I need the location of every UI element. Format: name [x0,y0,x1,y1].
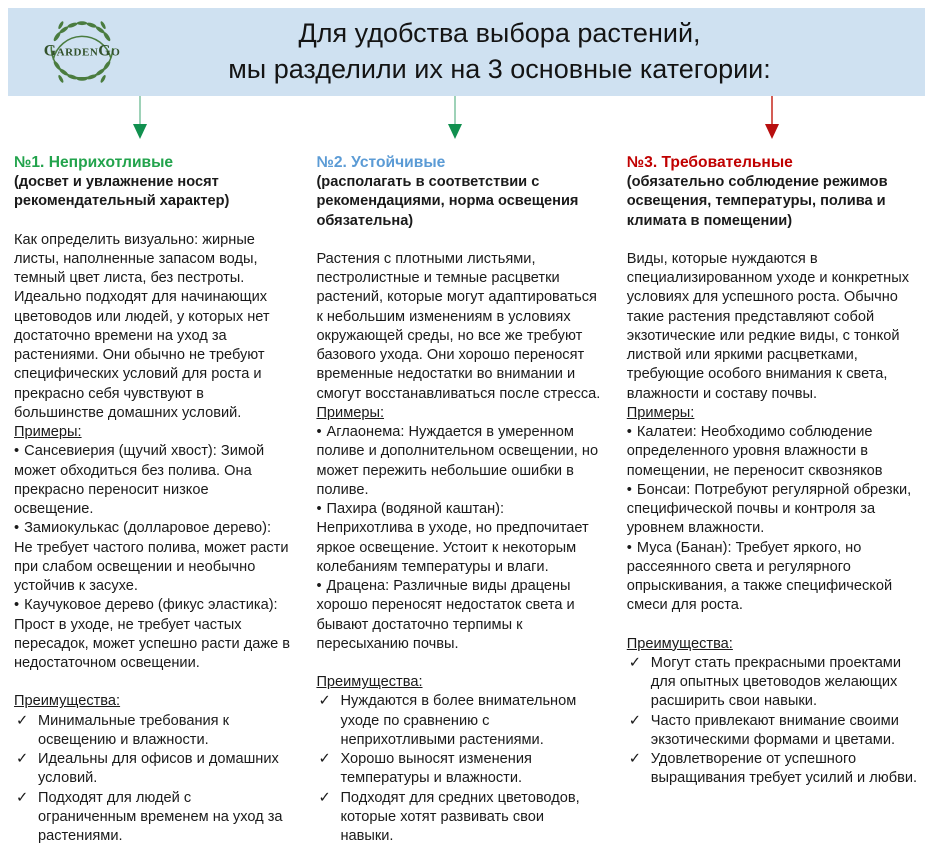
example-item [14,442,290,519]
example-item [627,539,921,616]
example-item [316,423,600,500]
example-item [14,519,290,596]
header-band [8,8,925,96]
category-column-2 [316,152,600,846]
column-3-examples-label: Примеры: [626,404,695,421]
example-text: Сансевиерия (щучий хвост): Зимой может обходиться без полива. Она прекрасно переносит низкое освещение. [14,443,265,518]
advantage-text: Минимальные требования к освещению и влажности. [38,712,229,748]
categories-container [14,152,921,846]
column-1-heading: №1. Неприхотливые [14,154,174,171]
bullet-icon: • [626,539,632,556]
column-1-advantages-label: Преимущества: [14,693,121,710]
column-3-description: Виды, которые нуждаются в специализированном уходе и конкретных условиях для успешного роста. Обычно такие растения представляют собой экзотические или редкие виды, с тонкой листвой или яркими расцветками, требующие особого внимания к света, влажности и составу почвы. [626,250,910,402]
example-text: Бонсаи: Потребуют регулярной обрезки, специфической почвы и контроля за уровнем влажности. [626,481,912,537]
page-title-line2: мы разделили их на 3 основные категории: [228,54,771,84]
example-item [316,577,600,654]
column-2-advantages-label: Преимущества: [316,674,423,691]
column-3-subheading: (обязательно соблюдение режимов освещения, температуры, полива и климата в помещении) [626,174,888,229]
example-item [627,481,921,539]
advantage-text: Хорошо выносят изменения температуры и влажности. [340,751,532,787]
advantage-text: Подходят для средних цветоводов, которые хотят развивать свои навыки. [340,789,580,845]
bullet-icon: • [14,520,20,537]
example-item [316,500,600,577]
example-text: Драцена: Различные виды драцены хорошо переносят недостаток света и бывают достаточно терпимы к пересыханию почвы. [316,578,575,652]
column-2-heading: №2. Устойчивые [316,154,446,171]
column-3-heading: №3. Требовательные [626,154,793,171]
example-text: Каучуковое дерево (фикус эластика): Прост в уходе, не требует частых пересадок, может успешно расти даже в недостаточном освещении. [14,597,291,672]
check-icon: ✓ [628,654,642,671]
example-text: Замиокулькас (долларовое дерево): Не требует частого полива, может расти при слабом освещении и необычно устойчив к засухе. [14,520,289,595]
advantage-item [316,750,600,789]
example-text: Аглаонема: Нуждается в умеренном поливе и дополнительном освещении, но может пережить небольшие ошибки в поливе. [316,424,599,498]
column-2-subheading: (располагать в соответствии с рекомендациями, норма освещения обязательна) [316,174,579,229]
check-icon: ✓ [318,693,331,710]
advantage-text: Нуждаются в более внимательном уходе по сравнению с неприхотливыми растениями. [340,693,577,748]
bullet-icon: • [316,424,322,441]
check-icon: ✓ [628,712,642,729]
check-icon: ✓ [628,751,642,768]
down-arrow-icon-category-2 [447,96,463,140]
page-title-line1: Для удобства выбора растений, [298,18,701,49]
advantage-item [316,692,600,750]
advantage-text: Часто привлекают внимание своими экзотическими формами и цветами. [650,712,899,748]
bullet-icon: • [14,597,20,614]
column-1-subheading: (досвет и увлажнение носят рекомендательный характер) [14,174,230,210]
logo-wordmark: GardenGo [43,42,121,60]
category-column-1 [14,152,290,846]
advantage-text: Могут стать прекрасными проектами для опытных цветоводов желающих расширить свои навыки. [650,654,901,710]
example-text: Муса (Банан): Требует яркого, но рассеянного света и регулярного опрыскивания, а также специфической смеси для роста. [626,539,893,614]
bullet-icon: • [316,578,322,595]
bullet-icon: • [626,481,632,498]
advantage-text: Удовлетворение от успешного выращивания требует усилий и любви. [650,751,918,787]
down-arrow-icon-category-1 [132,96,148,140]
column-1-examples-label: Примеры: [14,424,82,441]
check-icon: ✓ [16,712,29,729]
advantage-item [316,789,600,846]
column-1-description: Как определить визуально: жирные листы, наполненные запасом воды, темный цвет листа, без пестроты. Идеально подходят для начинающих цветоводов или людей, у которых нет достаточно времени на уход за растениями. Они обычно не требуют специфических условий для роста и прекрасно себя чувствуют в большинстве домашних условий. [14,231,270,421]
advantage-item [14,712,290,751]
gardengo-logo [34,10,130,94]
check-icon: ✓ [318,751,331,768]
down-arrow-icon-category-3 [764,96,780,140]
advantage-text: Идеальны для офисов и домашних условий. [38,751,279,787]
example-text: Пахира (водяной каштан): Неприхотлива в уходе, но предпочитает яркое освещение. Устоит к некоторым колебаниям температуры и влаги. [316,501,589,575]
advantage-item [14,750,290,789]
bullet-icon: • [316,501,322,518]
advantage-item [627,750,921,789]
example-item [14,596,290,673]
column-2-examples-label: Примеры: [316,404,385,421]
category-column-3 [627,152,921,846]
example-item [627,423,921,481]
bullet-icon: • [14,443,20,460]
advantage-text: Подходят для людей с ограниченным временем на уход за растениями. [38,789,283,845]
advantage-item [14,789,290,846]
example-text: Калатеи: Необходимо соблюдение определенного уровня влажности в помещении, не переносит сквозняков [626,424,883,479]
check-icon: ✓ [16,751,29,768]
column-3-advantages-label: Преимущества: [626,635,733,652]
page-title [130,16,925,87]
column-2-description: Растения с плотными листьями, пестролистные и темные расцветки растений, которые могут адаптироваться к небольшим изменениям в условиях окружающей среды, но все же требуют базового ухода. Они хорошо переносят временные недостатки во внимании и смогут восстанавливаться после стресса. [316,250,601,402]
advantage-item [627,654,921,712]
advantage-item [627,712,921,751]
check-icon: ✓ [16,789,29,806]
bullet-icon: • [626,424,632,441]
check-icon: ✓ [318,789,331,806]
